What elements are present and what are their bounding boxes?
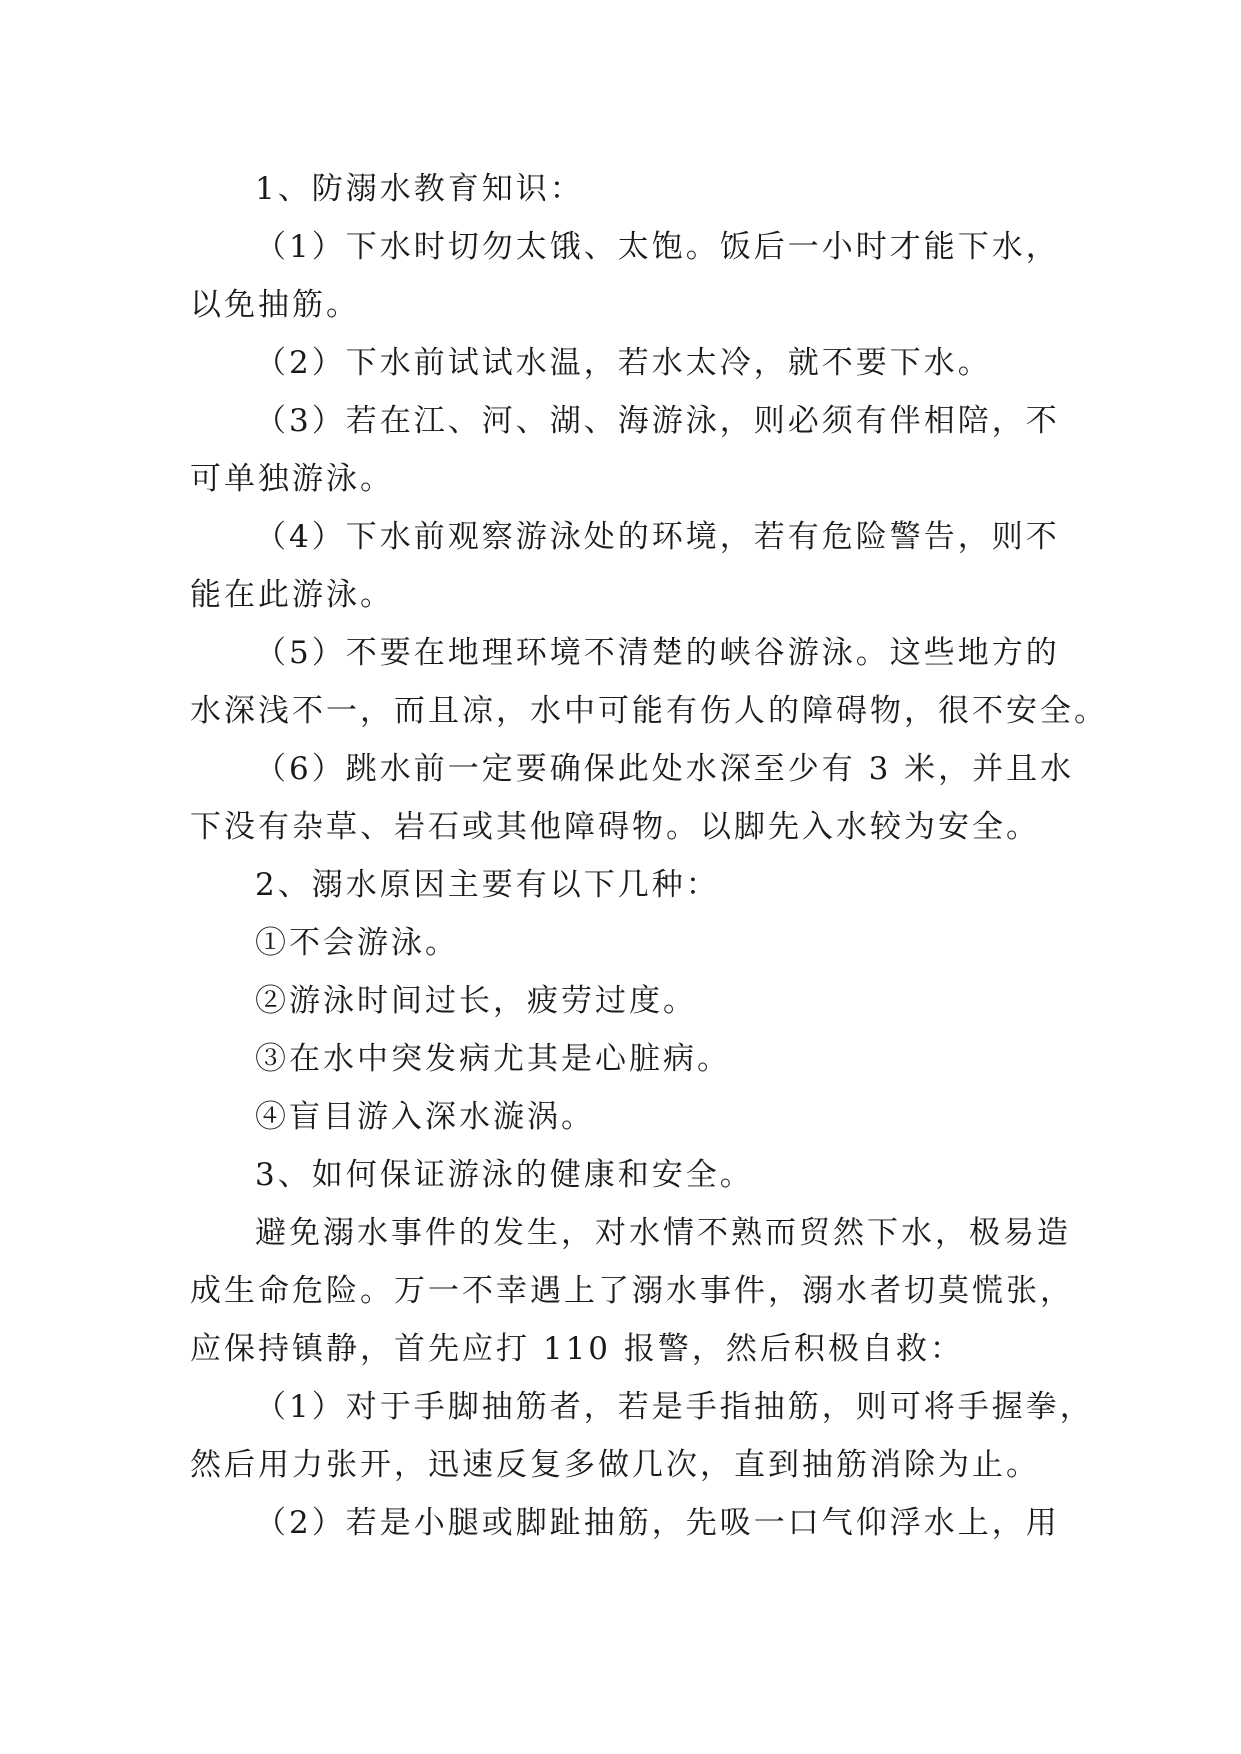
rule-5-line-2: 水深浅不一，而且凉，水中可能有伤人的障碍物，很不安全。 — [190, 693, 1108, 729]
rule-3-line-1: （3）若在江、河、湖、海游泳，则必须有伴相陪，不 — [255, 403, 1060, 439]
document-body — [190, 160, 1108, 1552]
rule-6-line-2: 下没有杂草、岩石或其他障碍物。以脚先入水较为安全。 — [190, 809, 1040, 845]
safety-paragraph-line-1: 避免溺水事件的发生，对水情不熟而贸然下水，极易造 — [255, 1215, 1071, 1251]
rule-4-line-2: 能在此游泳。 — [190, 577, 394, 613]
cause-1: ①不会游泳。 — [255, 925, 459, 961]
heading-drowning-prevention: 1、防溺水教育知识： — [255, 171, 584, 207]
rule-1-line-1: （1）下水时切勿太饿、太饱。饭后一小时才能下水， — [255, 229, 1060, 265]
self-rescue-2-line-1: （2）若是小腿或脚趾抽筋，先吸一口气仰浮水上，用 — [255, 1505, 1060, 1541]
cause-2: ②游泳时间过长，疲劳过度。 — [255, 983, 697, 1019]
rule-2: （2）下水前试试水温，若水太冷，就不要下水。 — [255, 345, 992, 381]
cause-3: ③在水中突发病尤其是心脏病。 — [255, 1041, 731, 1077]
heading-drowning-causes: 2、溺水原因主要有以下几种： — [255, 867, 720, 903]
cause-4: ④盲目游入深水漩涡。 — [255, 1099, 595, 1135]
rule-3-line-2: 可单独游泳。 — [190, 461, 394, 497]
safety-paragraph-line-2: 成生命危险。万一不幸遇上了溺水事件，溺水者切莫慌张， — [190, 1273, 1074, 1309]
rule-5-line-1: （5）不要在地理环境不清楚的峡谷游泳。这些地方的 — [255, 635, 1060, 671]
self-rescue-1-line-2: 然后用力张开，迅速反复多做几次，直到抽筋消除为止。 — [190, 1447, 1040, 1483]
rule-1-line-2: 以免抽筋。 — [190, 287, 360, 323]
rule-6-line-1: （6）跳水前一定要确保此处水深至少有 3 米，并且水 — [255, 751, 1075, 787]
safety-paragraph-line-3: 应保持镇静，首先应打 110 报警，然后积极自救： — [190, 1331, 964, 1367]
rule-4-line-1: （4）下水前观察游泳处的环境，若有危险警告，则不 — [255, 519, 1060, 555]
heading-swim-safety: 3、如何保证游泳的健康和安全。 — [255, 1157, 754, 1193]
self-rescue-1-line-1: （1）对于手脚抽筋者，若是手指抽筋，则可将手握拳， — [255, 1389, 1094, 1425]
